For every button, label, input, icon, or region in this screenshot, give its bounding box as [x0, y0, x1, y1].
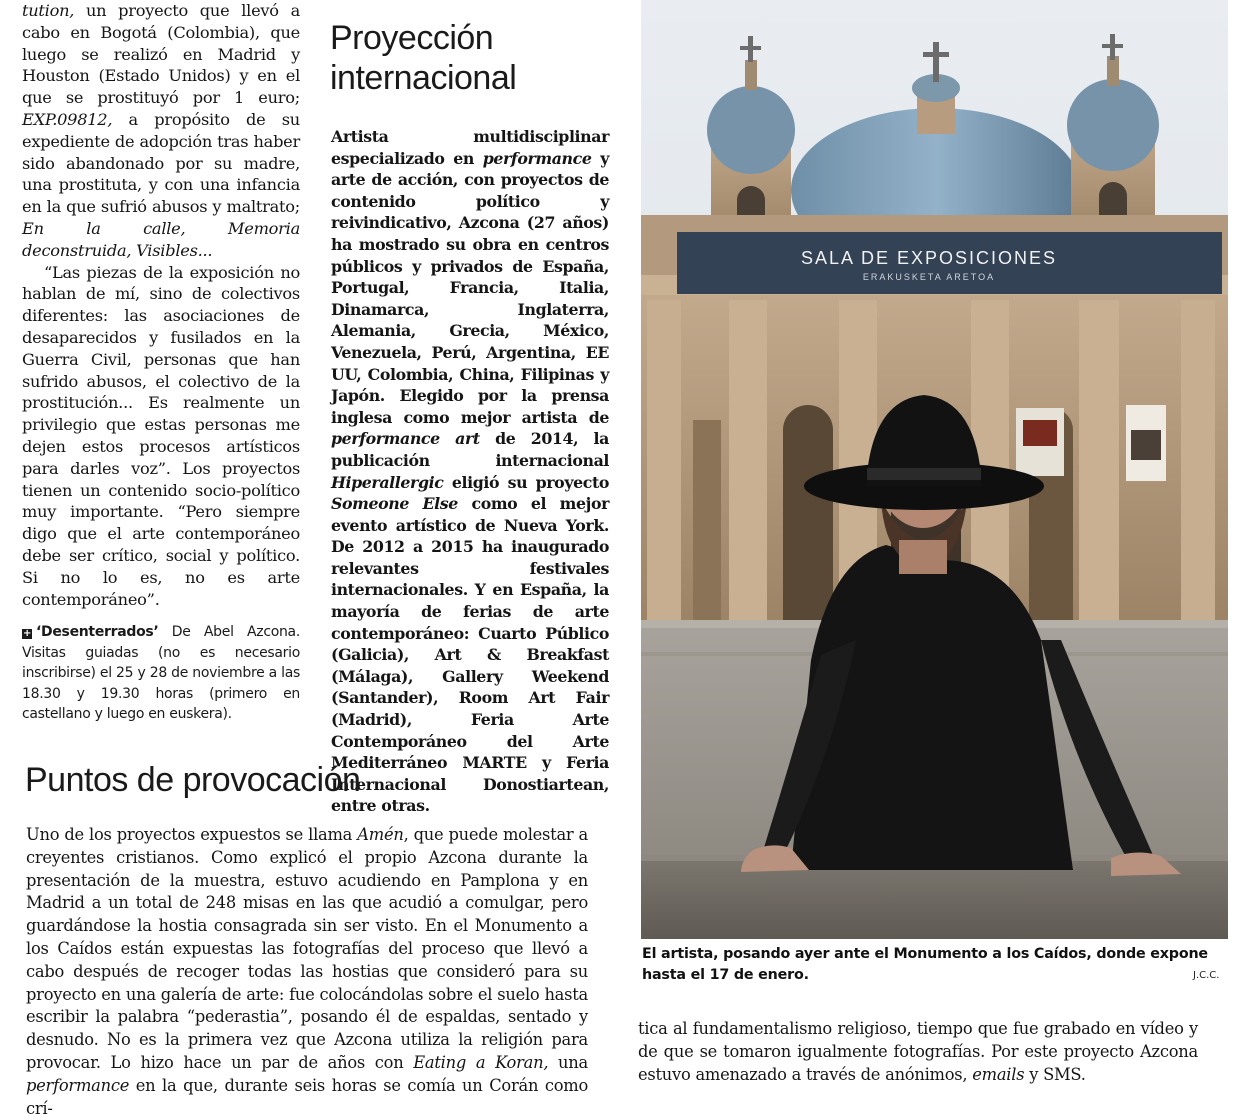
exhibition-title: ‘Desenterrados’ — [36, 624, 159, 640]
exhibition-info-box — [22, 622, 300, 725]
heading-proyeccion-internacional: Proyección internacional — [330, 19, 517, 97]
column-1-paragraph-1: tution, un proyecto que llevó a cabo en Bogotá (Colombia), que luego se realizó en Madrid y Houston (Estado Unidos) y en el que se prostituyó por 1 euro; EXP.09812, a propósito de su expediente de adopción tras haber sido abandonado por su madre, una prostituta, y con una infancia en la que sufrió abusos y maltrato; En la calle, Memoria deconstruida, Visibles... — [22, 1, 300, 260]
column-1-paragraph-2: “Las piezas de la exposición no hablan de mí, sino de colectivos diferentes: las asociaciones de desaparecidos y fusilados en la Guerra Civil, personas que han sufrido abusos, el colectivo de la prostitución... Es realmente un privilegio que estas personas me dejen estos procesos artísticos para darles voz”. Los proyectos tienen un contenido socio-político muy importante. “Pero siempre digo que el arte contemporáneo debe ser crítico, social y político. Si no lo es, no es arte contemporáneo”. — [22, 262, 300, 609]
photo-credit: J.C.C. — [1193, 970, 1220, 981]
column-2-text — [331, 126, 609, 817]
bottom-right-text: tica al fundamentalismo religioso, tiempo que fue grabado en vídeo y de que se tomaron igualmente fotografías. Por este proyecto Azcona estuvo amenazado a través de anónimos, emails y SMS. — [638, 1019, 1198, 1084]
building-sign-sub: ERAKUSKETA ARETOA — [862, 272, 996, 282]
column-1-text — [22, 0, 300, 610]
plus-icon: + — [22, 628, 32, 639]
column-2-paragraph: Artista multidisciplinar especializado en performance y arte de acción, con proyectos de contenido político y reivindicativo, Azcona (27 años) ha mostrado su obra en centros públicos y privados de España, Portugal, Francia, Italia, Dinamarca, Inglaterra, Alemania, Grecia, México, Venezuela, Perú, Argentina, EE UU, Colombia, China, Filipinas y Japón. Elegido por la prensa inglesa como mejor artista de performance art de 2014, la publicación internacional Hiperallergic eligió su proyecto Someone Else como el mejor evento artístico de Nueva York. De 2012 a 2015 ha inaugurado relevantes festivales internacionales. Y en España, la mayoría de ferias de arte contemporáneo: Cuarto Público (Galicia), Art & Breakfast (Málaga), Gallery Weekend (Santander), Room Art Fair (Madrid), Feria Arte Contemporáneo del Arte Mediterráneo MARTE y Feria Internacional Donostiartean, entre otras. — [331, 127, 610, 816]
photo-illustration — [641, 0, 1228, 939]
bottom-left-text: Uno de los proyectos expuestos se llama Amén, que puede molestar a creyentes cristianos. Como explicó el propio Azcona durante la presentación de la muestra, estuvo acudiendo en Pamplona y en Madrid a un total de 248 misas en las que acudió a comulgar, pero guardándose la hostia consagrada sin ser visto. En el Monumento a los Caídos están expuestas las fotografías del proceso que llevó a cabo después de recoger todas las hostias que consideró para su proyecto en una galería de arte: fue colocándolas sobre el suelo hasta escribir la palabra “pederastia”, posando él de espaldas, sentado y desnudo. No es la primera vez que Azcona utiliza la religión para provocar. Lo hizo hace un par de años con Eating a Koran, una performance en la que, durante seis horas se comía un Corán como crí- — [26, 825, 588, 1118]
article-photo — [641, 0, 1228, 939]
photo-caption: El artista, posando ayer ante el Monumento a los Caídos, donde expone hasta el 17 de enero. — [642, 946, 1208, 983]
building-sign-main: SALA DE EXPOSICIONES — [800, 248, 1058, 268]
exhibition-details: De Abel Azcona. Visitas guiadas (no es necesario inscribirse) el 25 y 28 de noviembre a las 18.30 y 19.30 horas (primero en castellano y luego en euskera). — [22, 624, 300, 722]
heading-puntos-de-provocacion: Puntos de provocación — [25, 761, 361, 799]
